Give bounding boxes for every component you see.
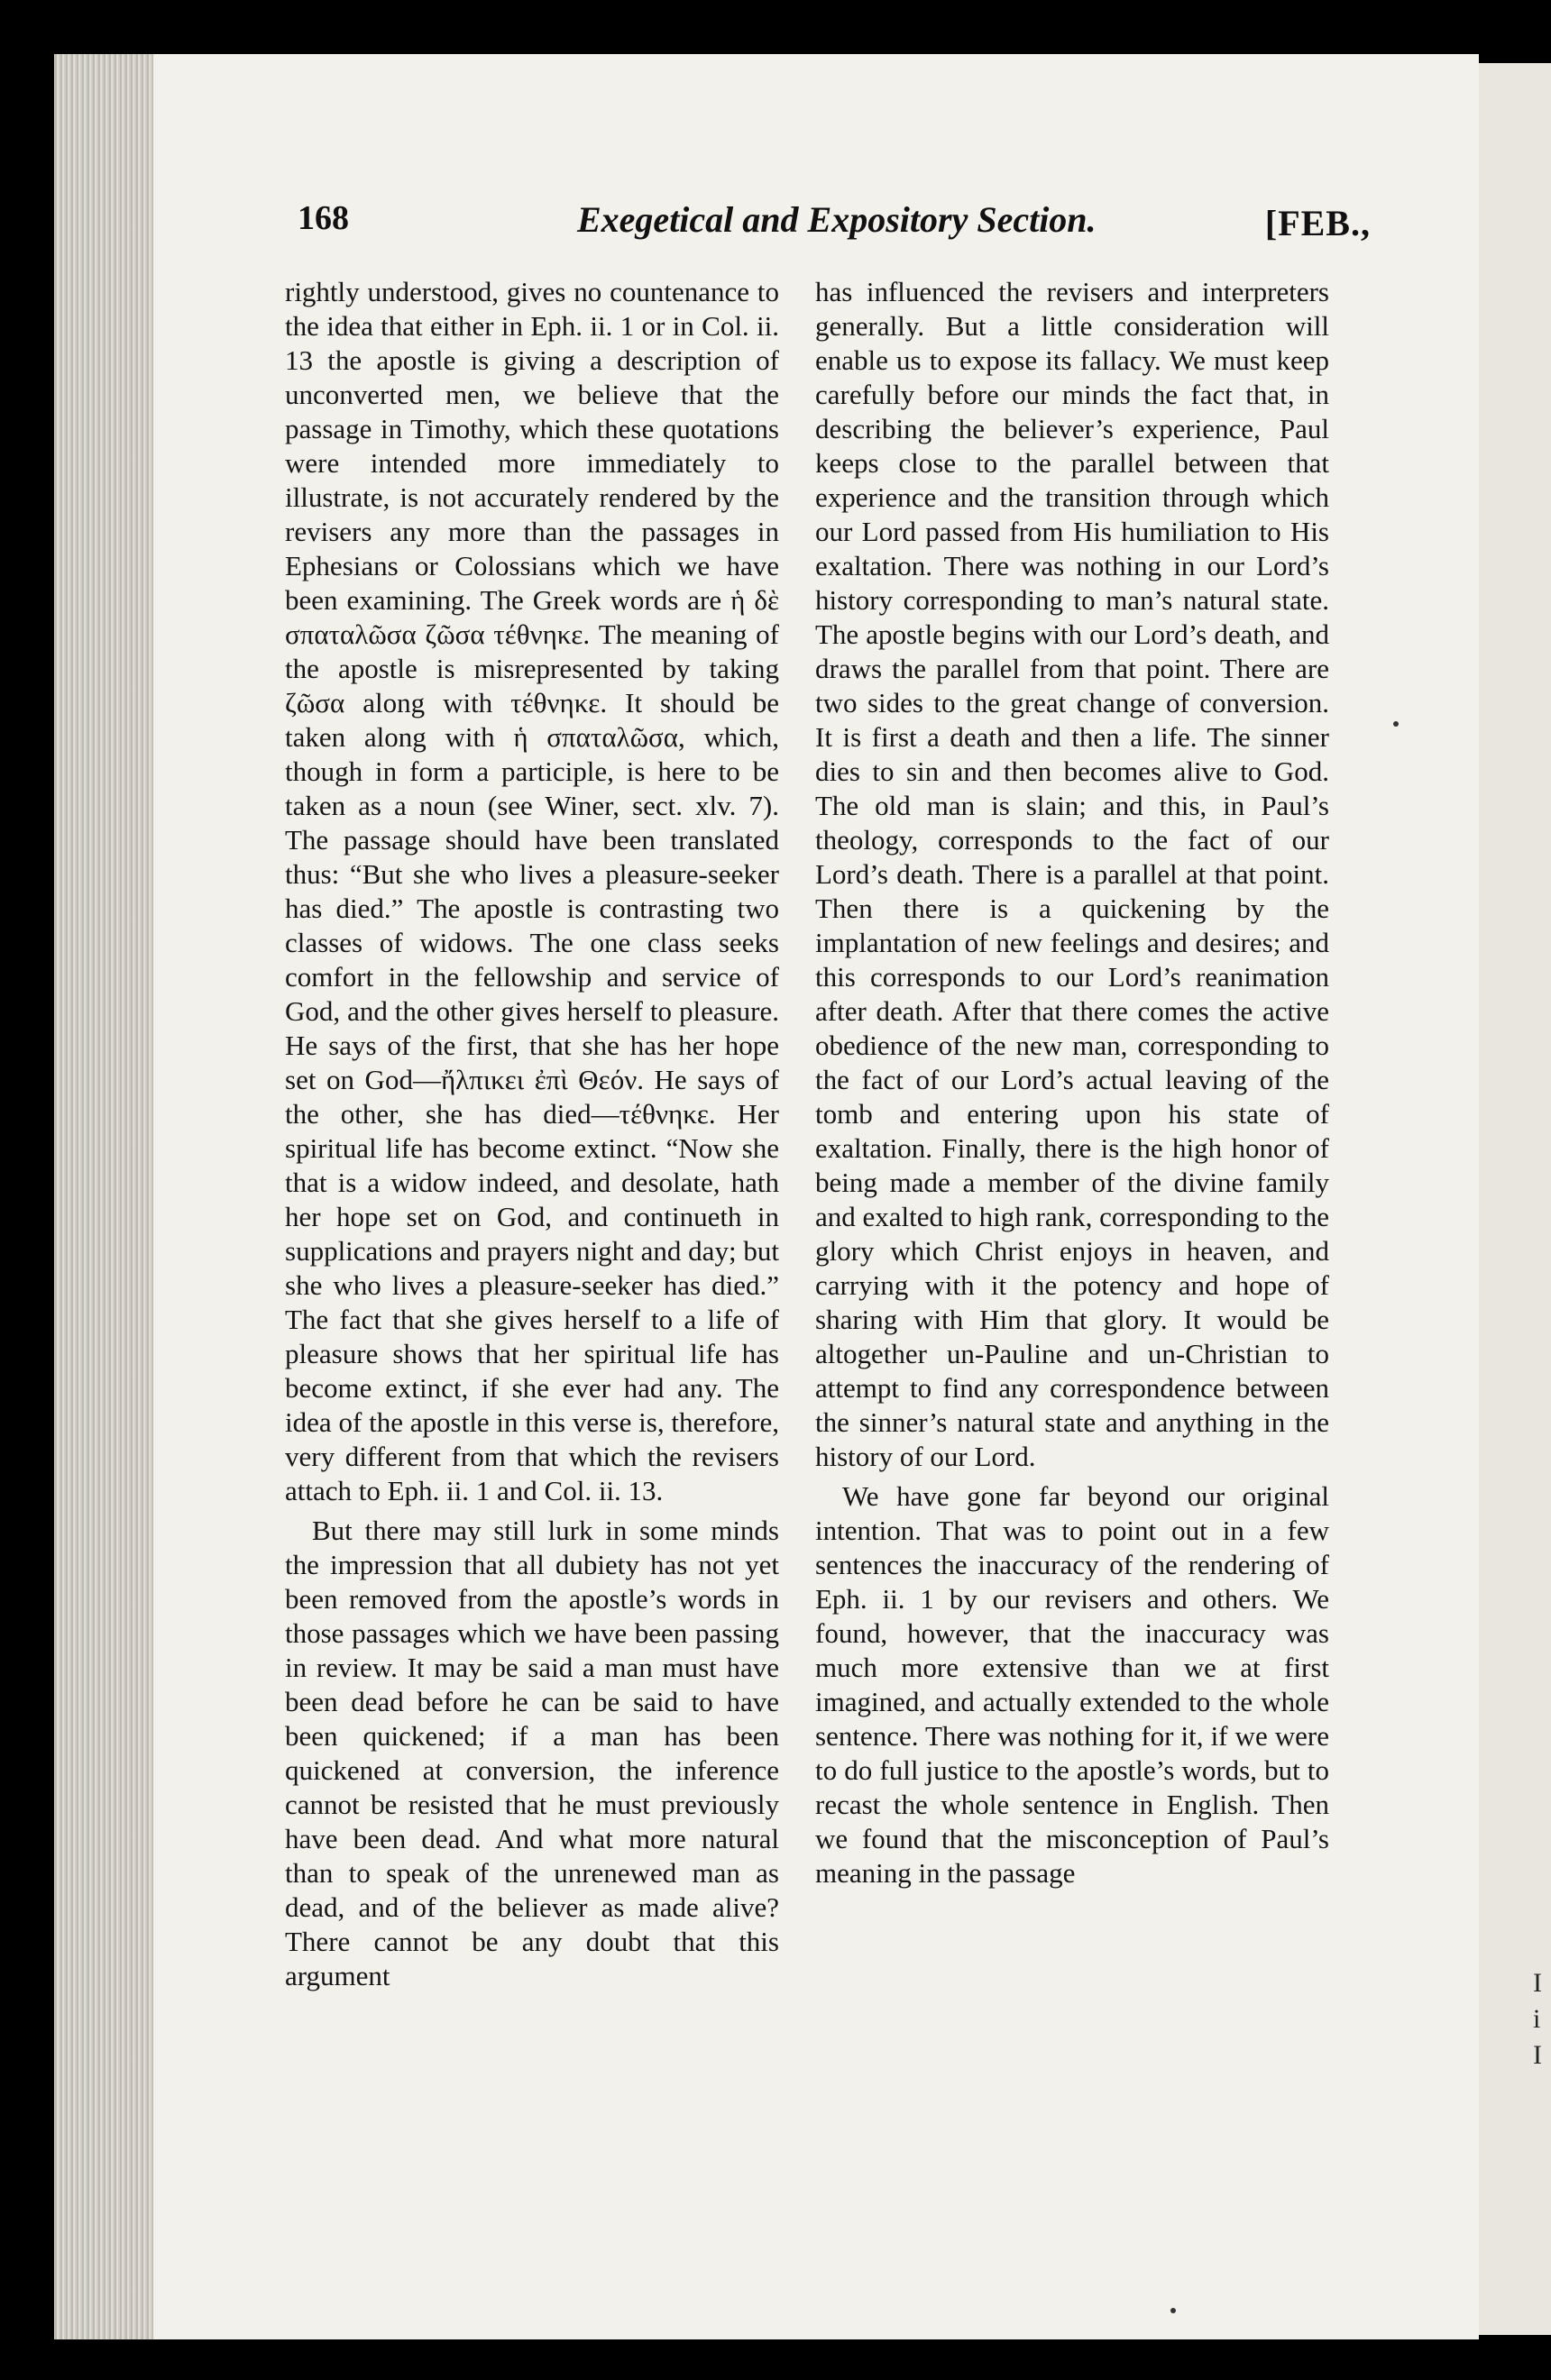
running-header bbox=[298, 198, 1371, 261]
facing-page-text-fragment: I i I bbox=[1533, 1968, 1542, 2070]
page-number: 168 bbox=[298, 199, 349, 237]
left-column bbox=[285, 275, 779, 1993]
paragraph: But there may still lurk in some minds the impression that all dubiety has not yet been removed from the apostle’s words in those passages which we have been passing in review. It may be said a man must have been dead before he can be said to have been quickened; if a man has been quickened at conversion, the inference cannot be resisted that he must previously have been dead. And what more natural than to speak of the unrenewed man as dead, and of the believer as made alive? There cannot be any doubt that this argument bbox=[285, 1515, 779, 1991]
running-title: Exegetical and Expository Section. bbox=[577, 199, 1097, 240]
right-column bbox=[815, 275, 1329, 1890]
header-month: [FEB., bbox=[1264, 203, 1371, 243]
paragraph: has influenced the revisers and interpreters generally. But a little consideration will enable us to expose its fallacy. We must keep carefully before our minds the fact that, in describing the believer’s experience, Paul keeps close to the parallel between that experience and the transition through which our Lord passed from His humiliation to His exaltation. There was nothing in our Lord’s history corresponding to man’s natural state. The apostle begins with our Lord’s death, and draws the parallel from that point. There are two sides to the great change of conversion. It is first a death and then a life. The sinner dies to sin and then becomes alive to God. The old man is slain; and this, in Paul’s theology, corresponds to the fact of our Lord’s death. There is a parallel at that point. Then there is a quickening by the implantation of new feelings and desires; and this corresponds to our Lord’s reanimation after death. After that there comes the active obedience of the new man, corresponding to the fact of our Lord’s actual leaving of the tomb and entering upon his state of exaltation. Finally, there is the high honor of being made a member of the divine family and exalted to high rank, corresponding to the glory which Christ enjoys in heaven, and carrying with it the potency and hope of sharing with Him that glory. It would be altogether un-Pauline and un-Christian to attempt to find any correspondence between the sinner’s natural state and anything in the history of our Lord. bbox=[815, 276, 1329, 1472]
book-spine-edge bbox=[54, 54, 153, 2339]
print-speck bbox=[1393, 721, 1399, 727]
paragraph: We have gone far beyond our original intention. That was to point out in a few sentences the inaccuracy of the rendering of Eph. ii. 1 by our revisers and others. We found, however, that the inaccuracy was much more extensive than we at first imagined, and actually extended to the whole sentence. There was nothing for it, if we were to do full justice to the apostle’s words, but to recast the whole sentence in English. Then we found that the misconception of Paul’s meaning in the passage bbox=[815, 1480, 1329, 1889]
paragraph: rightly understood, gives no countenance to the idea that either in Eph. ii. 1 or in Col. ii. 13 the apostle is giving a description of unconverted men, we believe that the passage in Timothy, which these quotations were intended more immediately to illustrate, is not accurately rendered by the revisers any more than the passages in Ephesians or Colossians which we have been examining. The Greek words are ἡ δὲ σπαταλῶσα ζῶσα τέθνηκε. The meaning of the apostle is misrepresented by taking ζῶσα along with τέθνηκε. It should be taken along with ἡ σπαταλῶσα, which, though in form a participle, is here to be taken as a noun (see Winer, sect. xlv. 7). The passage should have been translated thus: “But she who lives a pleasure-seeker has died.” The apostle is contrasting two classes of widows. The one class seeks comfort in the fellowship and service of God, and the other gives herself to pleasure. He says of the first, that she has her hope set on God—ἤλπικει ἐπὶ Θεόν. He says of the other, she has died—τέθνηκε. Her spiritual life has become extinct. “Now she that is a widow indeed, and desolate, hath her hope set on God, and continueth in supplications and prayers night and day; but she who lives a pleasure-seeker has died.” The fact that she gives herself to a life of pleasure shows that her spiritual life has become extinct, if she ever had any. The idea of the apostle in this verse is, therefore, very different from that which the revisers attach to Eph. ii. 1 and Col. ii. 13. bbox=[285, 276, 779, 1506]
print-speck bbox=[1170, 2308, 1176, 2313]
